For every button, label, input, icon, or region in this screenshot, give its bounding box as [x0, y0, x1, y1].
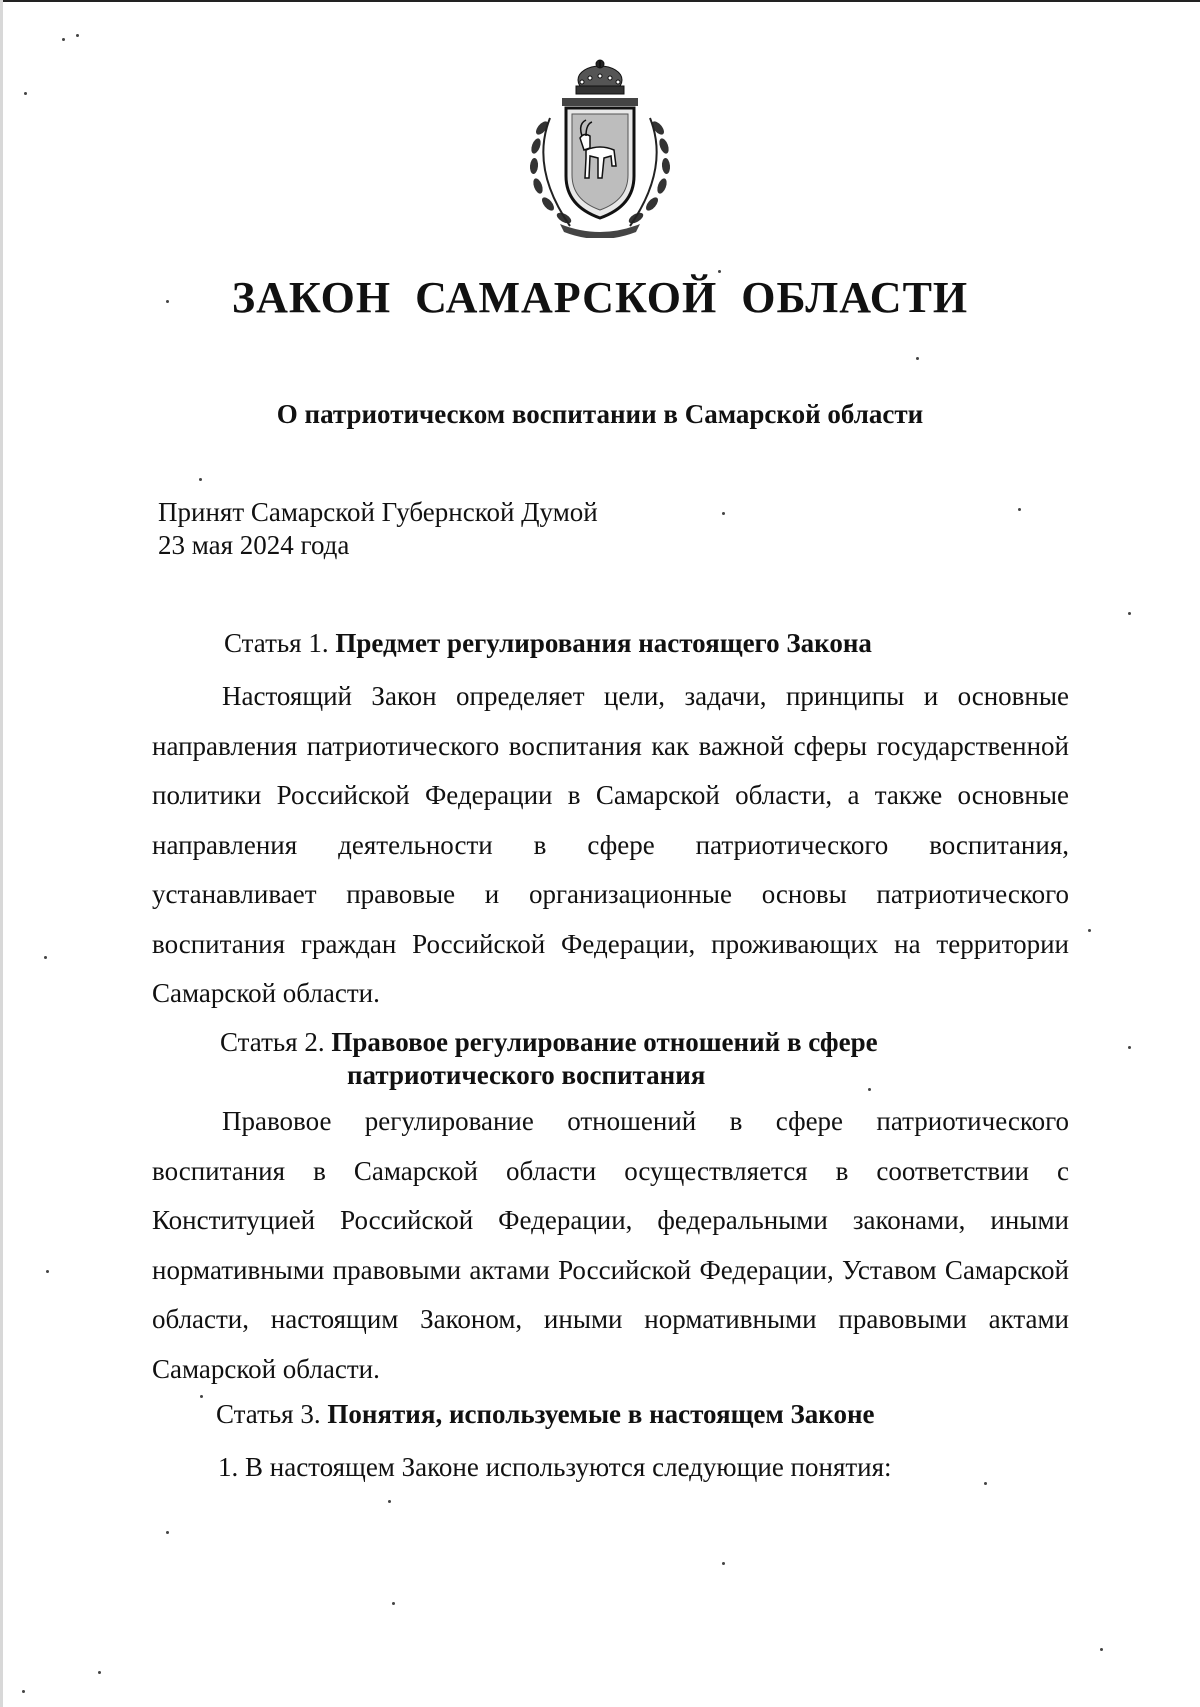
adoption-date: 23 мая 2024 года: [158, 530, 350, 560]
top-scan-edge: [0, 0, 1200, 2]
article-1-title: Предмет регулирования настоящего Закона: [335, 628, 872, 658]
law-title: ЗАКОН САМАРСКОЙ ОБЛАСТИ: [231, 273, 969, 322]
law-subtitle: О патриотическом воспитании в Самарской области: [276, 399, 924, 429]
left-scan-edge: [0, 0, 3, 1707]
article-2-title-line1: Правовое регулирование отношений в сфере: [331, 1027, 878, 1057]
article-3-title: Понятия, используемые в настоящем Законе: [327, 1399, 875, 1429]
article-2-text: Правовое регулирование отношений в сфере патриотического воспитания в Самарской области осуществляется в соответствии с Конституцией Российской Федерации, федеральными законами, иными нормативными правовыми актами Российской Федерации, Уставом Самарской области, настоящим Законом, иными нормативными правовыми актами Самарской области.: [152, 1106, 1069, 1384]
article-2-heading: [220, 1026, 878, 1092]
article-2-title-line2: патриотического воспитания: [347, 1060, 706, 1090]
coat-of-arms-icon: [520, 58, 680, 238]
adoption-info: [158, 496, 598, 562]
article-1-number: Статья 1.: [224, 628, 329, 658]
article-1-heading: [224, 627, 872, 660]
article-3-number: Статья 3.: [216, 1399, 321, 1429]
article-1-text: Настоящий Закон определяет цели, задачи, принципы и основные направления патриотического воспитания как важной сферы государственной политики Российской Федерации в Самарской области, а также основные направления деятельности в сфере патриотического воспитания, устанавливает правовые и организационные основы патриотического воспитания граждан Российской Федерации, проживающих на территории Самарской области.: [152, 681, 1069, 1008]
article-2-number: Статья 2.: [220, 1027, 325, 1057]
adoption-body: Принят Самарской Губернской Думой: [158, 497, 598, 527]
article-3-heading: [216, 1398, 875, 1431]
article-3-text: 1. В настоящем Законе используются следующие понятия:: [218, 1452, 892, 1482]
